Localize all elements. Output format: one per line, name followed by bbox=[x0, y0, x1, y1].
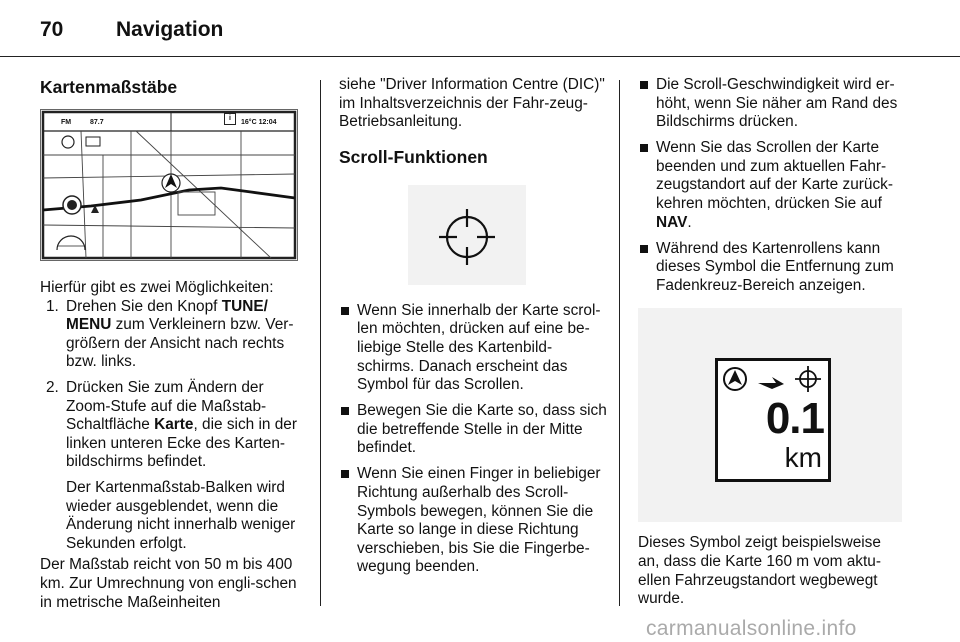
distance-value: 0.1 bbox=[765, 394, 824, 444]
radio-band: FM bbox=[61, 119, 72, 126]
step-text-tail: , die sich in der linken unteren Ecke des Karten-bildschirms befindet. bbox=[66, 416, 297, 471]
step-text: Drücken Sie zum Ändern der Zoom-Stufe auf die Maßstab-Schaltfläche bbox=[66, 378, 267, 434]
info-icon: i bbox=[224, 113, 236, 125]
list-item: Wenn Sie einen Finger in beliebiger Richtung außerhalb des Scroll-Symbols bewegen, können Sie die Karte so lange in diese Richtung verschieben, bis Sie die Fingerbe-wegung beenden. bbox=[339, 465, 607, 577]
step-note: Der Kartenmaßstab-Balken wird wieder ausgeblendet, wenn die Änderung nicht innerhalb weniger Sekunden erfolgt. bbox=[66, 478, 296, 552]
radio-frequency: 87.7 bbox=[90, 119, 104, 126]
crosshair-figure bbox=[408, 185, 526, 285]
list-item: Während des Kartenrollens kann dieses Symbol die Entfernung zum Fadenkreuz-Bereich anzeigen. bbox=[638, 240, 906, 296]
list-item: Die Scroll-Geschwindigkeit wird er-höht, wenn Sie näher am Rand des Bildschirms drücken. bbox=[638, 76, 906, 132]
figure-caption: Dieses Symbol zeigt beispielsweise an, dass die Karte 160 m vom aktu-ellen Fahrzeugstandort wegbewegt wurde. bbox=[638, 534, 881, 608]
continuation-text: siehe "Driver Information Centre (DIC)" im Inhaltsverzeichnis der Fahr-zeug-Betriebsanleitung. bbox=[339, 76, 605, 131]
section-heading-scroll: Scroll-Funktionen bbox=[339, 146, 488, 167]
column-divider-1 bbox=[320, 80, 321, 606]
step-text-tail: zum Verkleinern bzw. Ver-größern der Ansicht nach rechts bzw. links. bbox=[66, 316, 294, 371]
watermark: carmanualsonline.info bbox=[646, 617, 857, 640]
step-bold-term: TUNE/ MENU bbox=[66, 297, 268, 334]
nav-button-label: NAV bbox=[656, 213, 688, 231]
page-title: Navigation bbox=[116, 18, 224, 41]
list-item: Wenn Sie innerhalb der Karte scrol-len möchten, drücken auf eine be-liebige Stelle des Kartenbild-schirms. Danach erscheint das Symbol für das Scrollen. bbox=[339, 302, 607, 395]
list-item: Bewegen Sie die Karte so, dass sich die betreffende Stelle in der Mitte befindet. bbox=[339, 402, 607, 458]
step-bold-term: Karte bbox=[154, 416, 194, 434]
map-screen-figure bbox=[40, 109, 298, 261]
crosshair-icon bbox=[408, 185, 526, 285]
column-divider-2 bbox=[619, 80, 620, 606]
column-3 bbox=[638, 76, 906, 609]
page-number: 70 bbox=[40, 18, 64, 41]
closing-text: Der Maßstab reicht von 50 m bis 400 km. Zur Umrechnung von engli-schen in metrische Maßeinheiten bbox=[40, 556, 297, 611]
distance-unit: km bbox=[784, 442, 822, 474]
distance-symbol-figure bbox=[638, 308, 902, 522]
vehicle-arrow-crosshair-icons bbox=[718, 361, 828, 397]
column-1 bbox=[40, 76, 308, 612]
list-item: Wenn Sie das Scrollen der Karte beenden und zum aktuellen Fahr-zeugstandort auf der Karte zurück-kehren möchten, drücken Sie auf NAV. bbox=[638, 139, 906, 232]
step-text: Drehen Sie den Knopf bbox=[66, 297, 222, 315]
column-2 bbox=[339, 76, 607, 584]
intro-text: Hierfür gibt es zwei Möglichkeiten: bbox=[40, 279, 274, 296]
temperature-time: 16°C 12:04 bbox=[241, 119, 277, 126]
header-rule bbox=[0, 56, 960, 57]
step-item bbox=[40, 298, 308, 372]
steps-list bbox=[40, 298, 308, 554]
step-number: 1. bbox=[46, 297, 59, 315]
scroll-tips-list bbox=[638, 76, 906, 295]
section-heading-map-scale: Kartenmaßstäbe bbox=[40, 77, 178, 97]
scroll-bullet-list bbox=[339, 302, 607, 577]
step-item bbox=[40, 379, 308, 553]
distance-symbol-box bbox=[715, 358, 831, 482]
step-number: 2. bbox=[46, 378, 59, 396]
